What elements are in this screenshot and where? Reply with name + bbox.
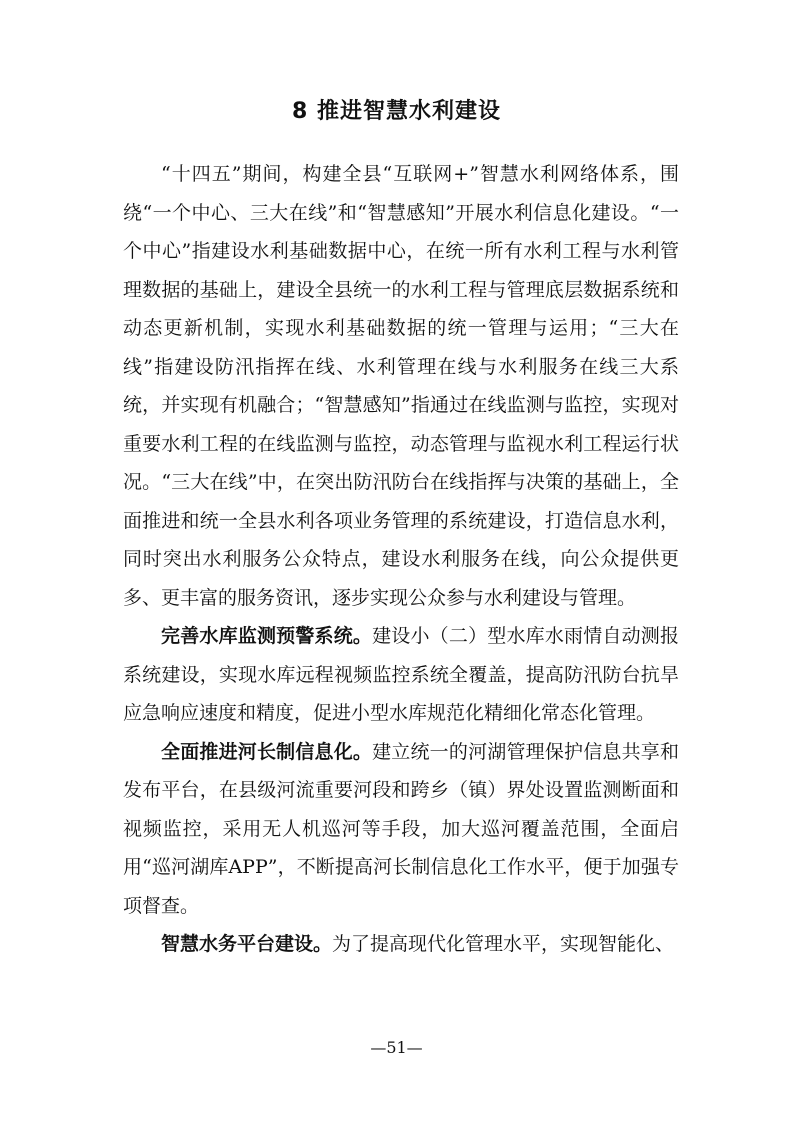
section-title: 8 推进智慧水利建设 <box>292 99 501 124</box>
body-text <box>123 155 679 964</box>
paragraph-text: 为了提高现代化管理水平，实现智能化、 <box>332 933 675 955</box>
paragraph-lead: 智慧水务平台建设。 <box>161 933 333 955</box>
paragraph-2 <box>123 617 679 733</box>
paragraph-lead: 全面推进河长制信息化。 <box>161 740 373 763</box>
paragraph-1 <box>123 155 679 617</box>
paragraph-text: “十四五”期间，构建全县“互联网+”智慧水利网络体系，围绕“一个中心、三大在线”和“智慧感知”开展水利信息化建设。“一个中心”指建设水利基础数据中心，在统一所有水利工程与水利管理数据的基础上，建设全县统一的水利工程与管理底层数据系统和动态更新机制，实现水利基础数据的统一管理与运用；“三大在线”指建设防汛指挥在线、水利管理在线与水利服务在线三大系统，并实现有机融合；“智慧感知”指通过在线监测与监控，实现对重要水利工程的在线监测与监控，动态管理与监视水利工程运行状况。“三大在线”中，在突出防汛防台在线指挥与决策的基础上，全面推进和统一全县水利各项业务管理的系统建设，打造信息水利，同时突出水利服务公众特点，建设水利服务在线，向公众提供更多、更丰富的服务资讯，逐步实现公众参与水利建设与管理。 <box>123 163 679 609</box>
paragraph-text: 建立统一的河湖管理保护信息共享和发布平台，在县级河流重要河段和跨乡（镇）界处设置监测断面和视频监控，采用无人机巡河等手段，加大巡河覆盖范围，全面启用“巡河湖库APP”，不断提高河长制信息化工作水平，便于加强专项督查。 <box>123 740 679 917</box>
page-number: —51— <box>370 1038 423 1057</box>
paragraph-4 <box>123 925 679 964</box>
paragraph-lead: 完善水库监测预警系统。 <box>161 625 373 647</box>
paragraph-3 <box>123 733 679 926</box>
paragraph-text: 建设小（二）型水库水雨情自动测报系统建设，实现水库远程视频监控系统全覆盖，提高防汛防台抗旱应急响应速度和精度，促进小型水库规范化精细化常态化管理。 <box>123 625 679 724</box>
